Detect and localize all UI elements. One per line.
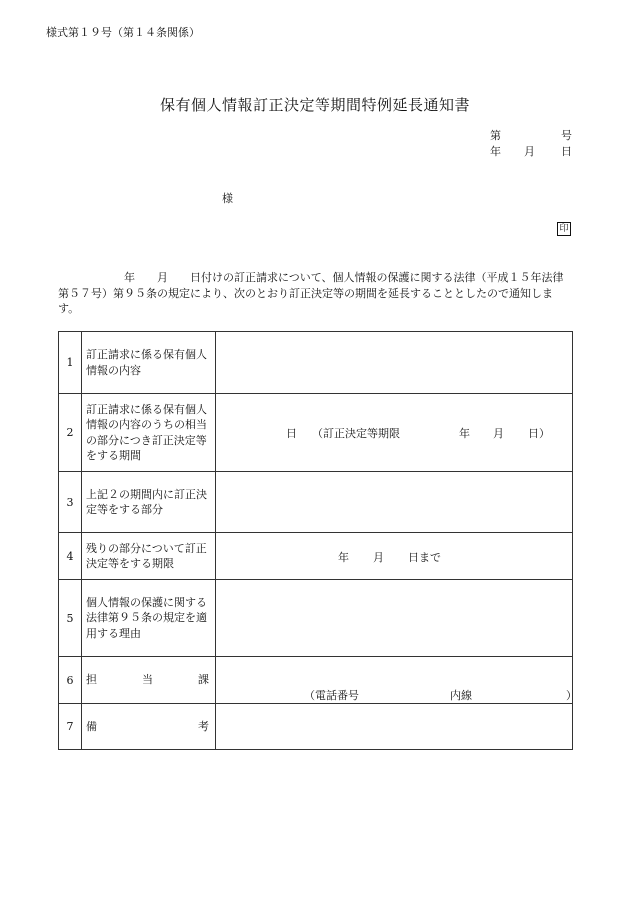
table-row — [59, 704, 573, 750]
row-label — [82, 657, 216, 704]
date-year: 年 — [490, 145, 501, 158]
period-day: 日 — [286, 427, 297, 440]
phone-close: ） — [566, 689, 577, 702]
table-row — [59, 580, 573, 657]
row-label: 上記２の期間内に訂正決定等をする部分 — [82, 472, 216, 533]
extension-label: 内線 — [450, 689, 472, 702]
label-justified — [86, 719, 209, 735]
due-until: 日まで — [408, 551, 441, 564]
row-number: 6 — [59, 657, 82, 704]
table-row — [59, 472, 573, 533]
table-row — [59, 332, 573, 394]
extension-table — [58, 331, 577, 750]
row-number: 4 — [59, 533, 82, 580]
row-label: 訂正請求に係る保有個人情報の内容のうちの相当の部分につき訂正決定等をする期間 — [82, 394, 216, 472]
row-label: 残りの部分について訂正決定等をする期限 — [82, 533, 216, 580]
row-value[interactable] — [216, 533, 573, 580]
number-prefix: 第 — [490, 129, 501, 142]
deadline-label: （訂正決定等期限 — [312, 427, 400, 440]
date-day: 日 — [561, 145, 572, 158]
row-label: 個人情報の保護に関する法律第９５条の規定を適用する理由 — [82, 580, 216, 657]
label-char: 備 — [86, 719, 97, 733]
due-month: 月 — [373, 551, 384, 564]
table-row — [59, 394, 573, 472]
document-title: 保有個人情報訂正決定等期間特例延長通知書 — [159, 96, 470, 114]
label-char: 当 — [142, 673, 153, 687]
phone-label: （電話番号 — [304, 689, 359, 702]
table-row — [59, 657, 573, 704]
body-paragraph: 年 月 日付けの訂正請求について、個人情報の保護に関する法律（平成１５年法律第５７号）第９５条の規定により、次のとおり訂正決定等の期間を延長することとしたので通知します。 — [58, 271, 564, 315]
deadline-month: 月 — [493, 427, 504, 440]
label-justified — [86, 672, 209, 688]
row-number: 7 — [59, 704, 82, 750]
label-char: 課 — [198, 673, 209, 687]
form-number: 様式第１９号（第１４条関係） — [46, 26, 200, 39]
row-value[interactable] — [216, 394, 573, 472]
label-char: 考 — [198, 719, 209, 733]
addressee: 様 — [222, 192, 233, 205]
row-value[interactable] — [216, 472, 573, 533]
row-number: 3 — [59, 472, 82, 533]
label-char: 担 — [86, 673, 97, 687]
row-value[interactable] — [216, 332, 573, 394]
row-value[interactable] — [216, 580, 573, 657]
row-label — [82, 704, 216, 750]
row-number: 5 — [59, 580, 82, 657]
number-suffix: 号 — [561, 129, 572, 142]
deadline-year: 年 — [459, 427, 470, 440]
seal-icon: 印 — [557, 222, 571, 236]
table-row — [59, 533, 573, 580]
row-number: 2 — [59, 394, 82, 472]
row-value[interactable] — [216, 704, 573, 750]
deadline-day: 日） — [528, 427, 550, 440]
due-year: 年 — [338, 551, 349, 564]
row-number: 1 — [59, 332, 82, 394]
row-value[interactable] — [216, 657, 577, 704]
date-month: 月 — [524, 145, 535, 158]
row-label: 訂正請求に係る保有個人情報の内容 — [82, 332, 216, 394]
